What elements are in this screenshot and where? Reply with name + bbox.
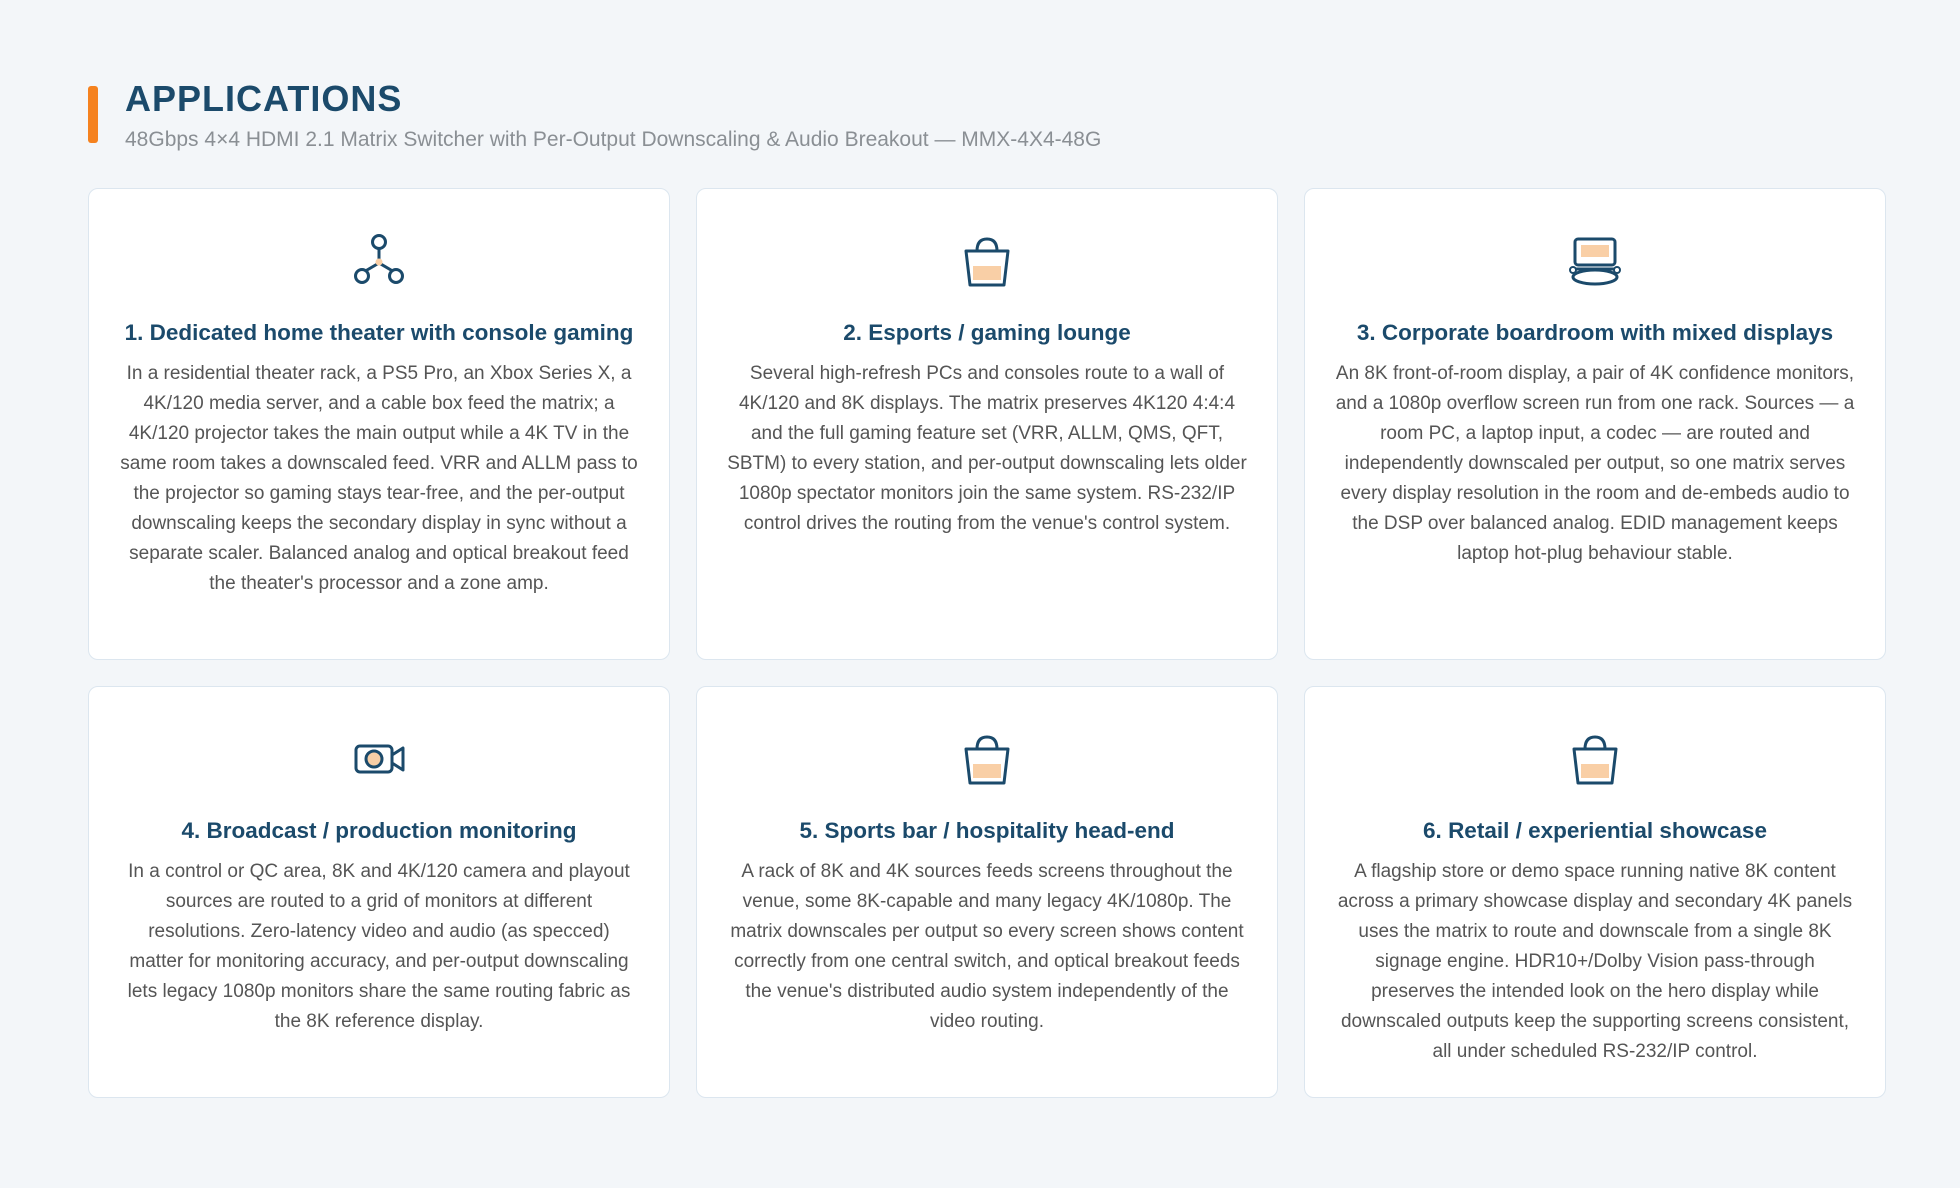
application-card-6 (1304, 686, 1886, 1098)
page-header (88, 78, 1101, 154)
card-body: An 8K front-of-room display, a pair of 4K confidence monitors, and a 1080p overflow screen run from one rack. Sources — a room PC, a laptop input, a codec — are routed and independently downscaled per output, so one matrix serves every display resolution in the room and de-embeds audio to the DSP over balanced analog. EDID management keeps laptop hot-plug behaviour stable. (1335, 363, 1855, 564)
card-title: 2. Esports / gaming lounge (843, 320, 1131, 345)
shopping-bag-icon (955, 229, 1019, 293)
application-card-5 (696, 686, 1278, 1098)
application-card-2 (696, 188, 1278, 660)
boardroom-table-icon (1563, 229, 1627, 293)
card-title: 4. Broadcast / production monitoring (181, 818, 577, 843)
card-body: In a control or QC area, 8K and 4K/120 camera and playout sources are routed to a grid of monitors at different resolutions. Zero-latency video and audio (as specced) matter for monitoring accuracy, and per-output downscaling lets legacy 1080p monitors share the same routing fabric as the 8K reference display. (127, 861, 631, 1032)
network-hub-icon (347, 229, 411, 293)
card-title: 5. Sports bar / hospitality head-end (799, 818, 1175, 843)
card-body: Several high-refresh PCs and consoles route to a wall of 4K/120 and 8K displays. The matrix preserves 4K120 4:4:4 and the full gaming feature set (VRR, ALLM, QMS, QFT, SBTM) to every station, and per-output downscaling lets older 1080p spectator monitors join the same system. RS-232/IP control drives the routing from the venue's control system. (727, 363, 1247, 534)
shopping-bag-icon (1563, 727, 1627, 791)
accent-bar (88, 86, 98, 143)
video-camera-icon (347, 727, 411, 791)
application-card-1 (88, 188, 670, 660)
page-title: APPLICATIONS (125, 78, 403, 119)
application-card-4 (88, 686, 670, 1098)
card-title: 3. Corporate boardroom with mixed displays (1356, 320, 1834, 345)
shopping-bag-icon (955, 727, 1019, 791)
card-title: 6. Retail / experiential showcase (1423, 818, 1767, 843)
card-title: 1. Dedicated home theater with console gaming (124, 320, 634, 345)
card-body: In a residential theater rack, a PS5 Pro, an Xbox Series X, a 4K/120 media server, and a cable box feed the matrix; a 4K/120 projector takes the main output while a 4K TV in the same room takes a downscaled feed. VRR and ALLM pass to the projector so gaming stays tear-free, and the per-output downscaling keeps the secondary display in sync without a separate scaler. Balanced analog and optical breakout feed the theater's processor and a zone amp. (120, 363, 638, 594)
application-card-3 (1304, 188, 1886, 660)
page-subtitle: 48Gbps 4×4 HDMI 2.1 Matrix Switcher with Per-Output Downscaling & Audio Breakout — MMX-4X4-48G (125, 128, 1102, 151)
card-body: A flagship store or demo space running native 8K content across a primary showcase display and secondary 4K panels uses the matrix to route and downscale from a single 8K signage engine. HDR10+/Dolby Vision pass-through preserves the intended look on the hero display while downscaled outputs keep the supporting screens consistent, all under scheduled RS-232/IP control. (1337, 861, 1853, 1062)
card-body: A rack of 8K and 4K sources feeds screens throughout the venue, some 8K-capable and many legacy 4K/1080p. The matrix downscales per output so every screen shows content correctly from one central switch, and optical breakout feeds the venue's distributed audio system independently of the video routing. (730, 861, 1244, 1032)
